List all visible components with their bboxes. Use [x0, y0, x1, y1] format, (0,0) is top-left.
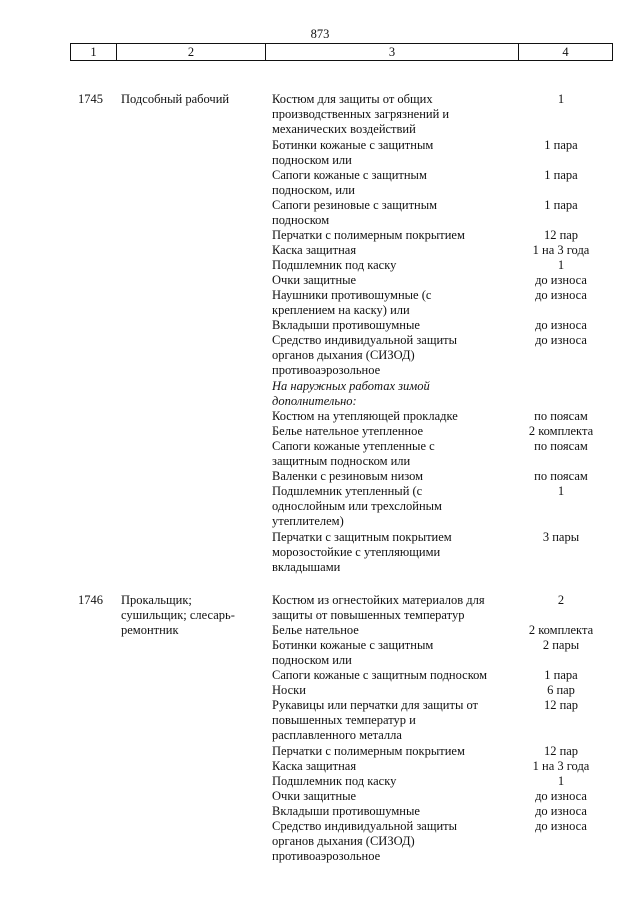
ppe-item — [272, 424, 612, 439]
ppe-item-name: Очки защитные — [272, 273, 357, 287]
ppe-item-quantity: 2 пары — [542, 638, 580, 652]
ppe-item-quantity: 12 пар — [543, 744, 579, 758]
ppe-item — [272, 484, 612, 530]
ppe-item — [272, 744, 612, 759]
ppe-item — [272, 288, 612, 318]
ppe-item-quantity: 2 комплекта — [528, 424, 594, 438]
ppe-item — [272, 530, 612, 576]
ppe-item-name: Ботинки кожаные с защитным подноском или — [272, 638, 434, 668]
ppe-item — [272, 138, 612, 168]
ppe-item-quantity: 1 пара — [544, 138, 578, 152]
ppe-item-quantity: до износа — [535, 288, 587, 302]
ppe-list — [272, 593, 612, 865]
ppe-item-quantity: до износа — [535, 789, 587, 803]
ppe-item-quantity: 2 комплекта — [528, 623, 594, 637]
ppe-item-name: Очки защитные — [272, 789, 357, 803]
ppe-item — [272, 698, 612, 744]
column-header-1: 1 — [71, 44, 117, 60]
ppe-item-name: Сапоги кожаные с защитным подноском, или — [272, 168, 427, 198]
row-number: 1745 — [78, 92, 103, 106]
ppe-item-quantity: до износа — [535, 819, 587, 833]
ppe-item-name: Перчатки с полимерным покрытием — [272, 744, 465, 758]
column-header-3: 3 — [266, 44, 519, 60]
ppe-item-quantity: 1 пара — [544, 168, 578, 182]
ppe-item-name: Носки — [272, 683, 306, 697]
ppe-item — [272, 774, 612, 789]
ppe-item — [272, 469, 612, 484]
ppe-item — [272, 804, 612, 819]
ppe-item-name: Белье нательное — [272, 623, 359, 637]
ppe-item-name: Подшлемник утепленный (с однослойным или трехслойным утеплителем) — [272, 484, 442, 529]
ppe-item-name: Перчатки с защитным покрытием морозостойкие с утепляющими вкладышами — [272, 530, 452, 575]
ppe-item-quantity: по поясам — [534, 409, 588, 423]
ppe-item-quantity: 1 — [557, 774, 565, 788]
ppe-item-name: Сапоги кожаные утепленные с защитным подноском или — [272, 439, 435, 469]
table-header — [70, 43, 613, 61]
ppe-item — [272, 409, 612, 424]
ppe-item-quantity: до износа — [535, 333, 587, 347]
ppe-item — [272, 198, 612, 228]
ppe-item-quantity: 1 — [557, 258, 565, 272]
ppe-item-quantity: 1 на 3 года — [532, 759, 590, 773]
ppe-item-name: Перчатки с полимерным покрытием — [272, 228, 465, 242]
ppe-item-name: Подшлемник под каску — [272, 774, 397, 788]
ppe-item — [272, 92, 612, 138]
ppe-item — [272, 638, 612, 668]
ppe-item — [272, 683, 612, 698]
ppe-item — [272, 168, 612, 198]
ppe-item-quantity: 6 пар — [547, 683, 575, 697]
ppe-section-note — [272, 379, 612, 409]
ppe-item — [272, 228, 612, 243]
ppe-item-quantity: 12 пар — [543, 698, 579, 712]
ppe-item — [272, 593, 612, 623]
ppe-item-name: Ботинки кожаные с защитным подноском или — [272, 138, 434, 168]
ppe-list — [272, 92, 612, 576]
ppe-item-quantity: 1 пара — [544, 198, 578, 212]
ppe-item-name: Подшлемник под каску — [272, 258, 397, 272]
ppe-item — [272, 318, 612, 333]
ppe-item-name: Средство индивидуальной защиты органов дыхания (СИЗОД) противоаэрозольное — [272, 819, 458, 864]
ppe-item-name: Вкладыши противошумные — [272, 318, 420, 332]
ppe-item-name: Костюм из огнестойких материалов для защиты от повышенных температур — [272, 593, 485, 623]
profession-name: Подсобный рабочий — [121, 92, 230, 106]
ppe-item — [272, 258, 612, 273]
ppe-item-quantity: 1 пара — [544, 668, 578, 682]
ppe-item-quantity: по поясам — [534, 439, 588, 453]
ppe-item-name: Валенки с резиновым низом — [272, 469, 424, 483]
page-number: 873 — [310, 27, 330, 41]
ppe-item-quantity: по поясам — [534, 469, 588, 483]
ppe-item-quantity: 1 на 3 года — [532, 243, 590, 257]
column-header-4: 4 — [562, 45, 569, 59]
ppe-item-quantity: до износа — [535, 804, 587, 818]
ppe-item-name: Наушники противошумные (с креплением на каску) или — [272, 288, 432, 318]
ppe-item-name: Белье нательное утепленное — [272, 424, 424, 438]
profession-name: Прокальщик; сушильщик; слесарь-ремонтник — [121, 593, 235, 638]
ppe-item-name: Каска защитная — [272, 243, 357, 257]
ppe-item-name: Средство индивидуальной защиты органов дыхания (СИЗОД) противоаэрозольное — [272, 333, 458, 378]
ppe-item — [272, 668, 612, 683]
ppe-item — [272, 623, 612, 638]
ppe-item-name: Вкладыши противошумные — [272, 804, 420, 818]
ppe-item — [272, 819, 612, 865]
ppe-item-name: На наружных работах зимой дополнительно: — [272, 379, 430, 409]
ppe-item — [272, 759, 612, 774]
ppe-item-name: Рукавицы или перчатки для защиты от повышенных температур и расплавленного металла — [272, 698, 479, 743]
ppe-item — [272, 273, 612, 288]
ppe-item-quantity: 12 пар — [543, 228, 579, 242]
ppe-item-name: Каска защитная — [272, 759, 357, 773]
ppe-item-name: Костюм на утепляющей прокладке — [272, 409, 458, 423]
ppe-item-name: Сапоги резиновые с защитным подноском — [272, 198, 438, 228]
ppe-item-quantity: 3 пары — [542, 530, 580, 544]
ppe-item-quantity: 1 — [557, 92, 565, 106]
ppe-item — [272, 243, 612, 258]
row-number: 1746 — [78, 593, 103, 607]
ppe-item — [272, 439, 612, 469]
ppe-item-quantity: до износа — [535, 318, 587, 332]
column-header-2: 2 — [117, 44, 266, 60]
ppe-item-name: Костюм для защиты от общих производственных загрязнений и механических воздействий — [272, 92, 450, 137]
ppe-item-name: Сапоги кожаные с защитным подноском — [272, 668, 488, 682]
ppe-item — [272, 333, 612, 379]
ppe-item-quantity: до износа — [535, 273, 587, 287]
ppe-item-quantity: 1 — [557, 484, 565, 498]
ppe-item — [272, 789, 612, 804]
ppe-item-quantity: 2 — [557, 593, 565, 607]
